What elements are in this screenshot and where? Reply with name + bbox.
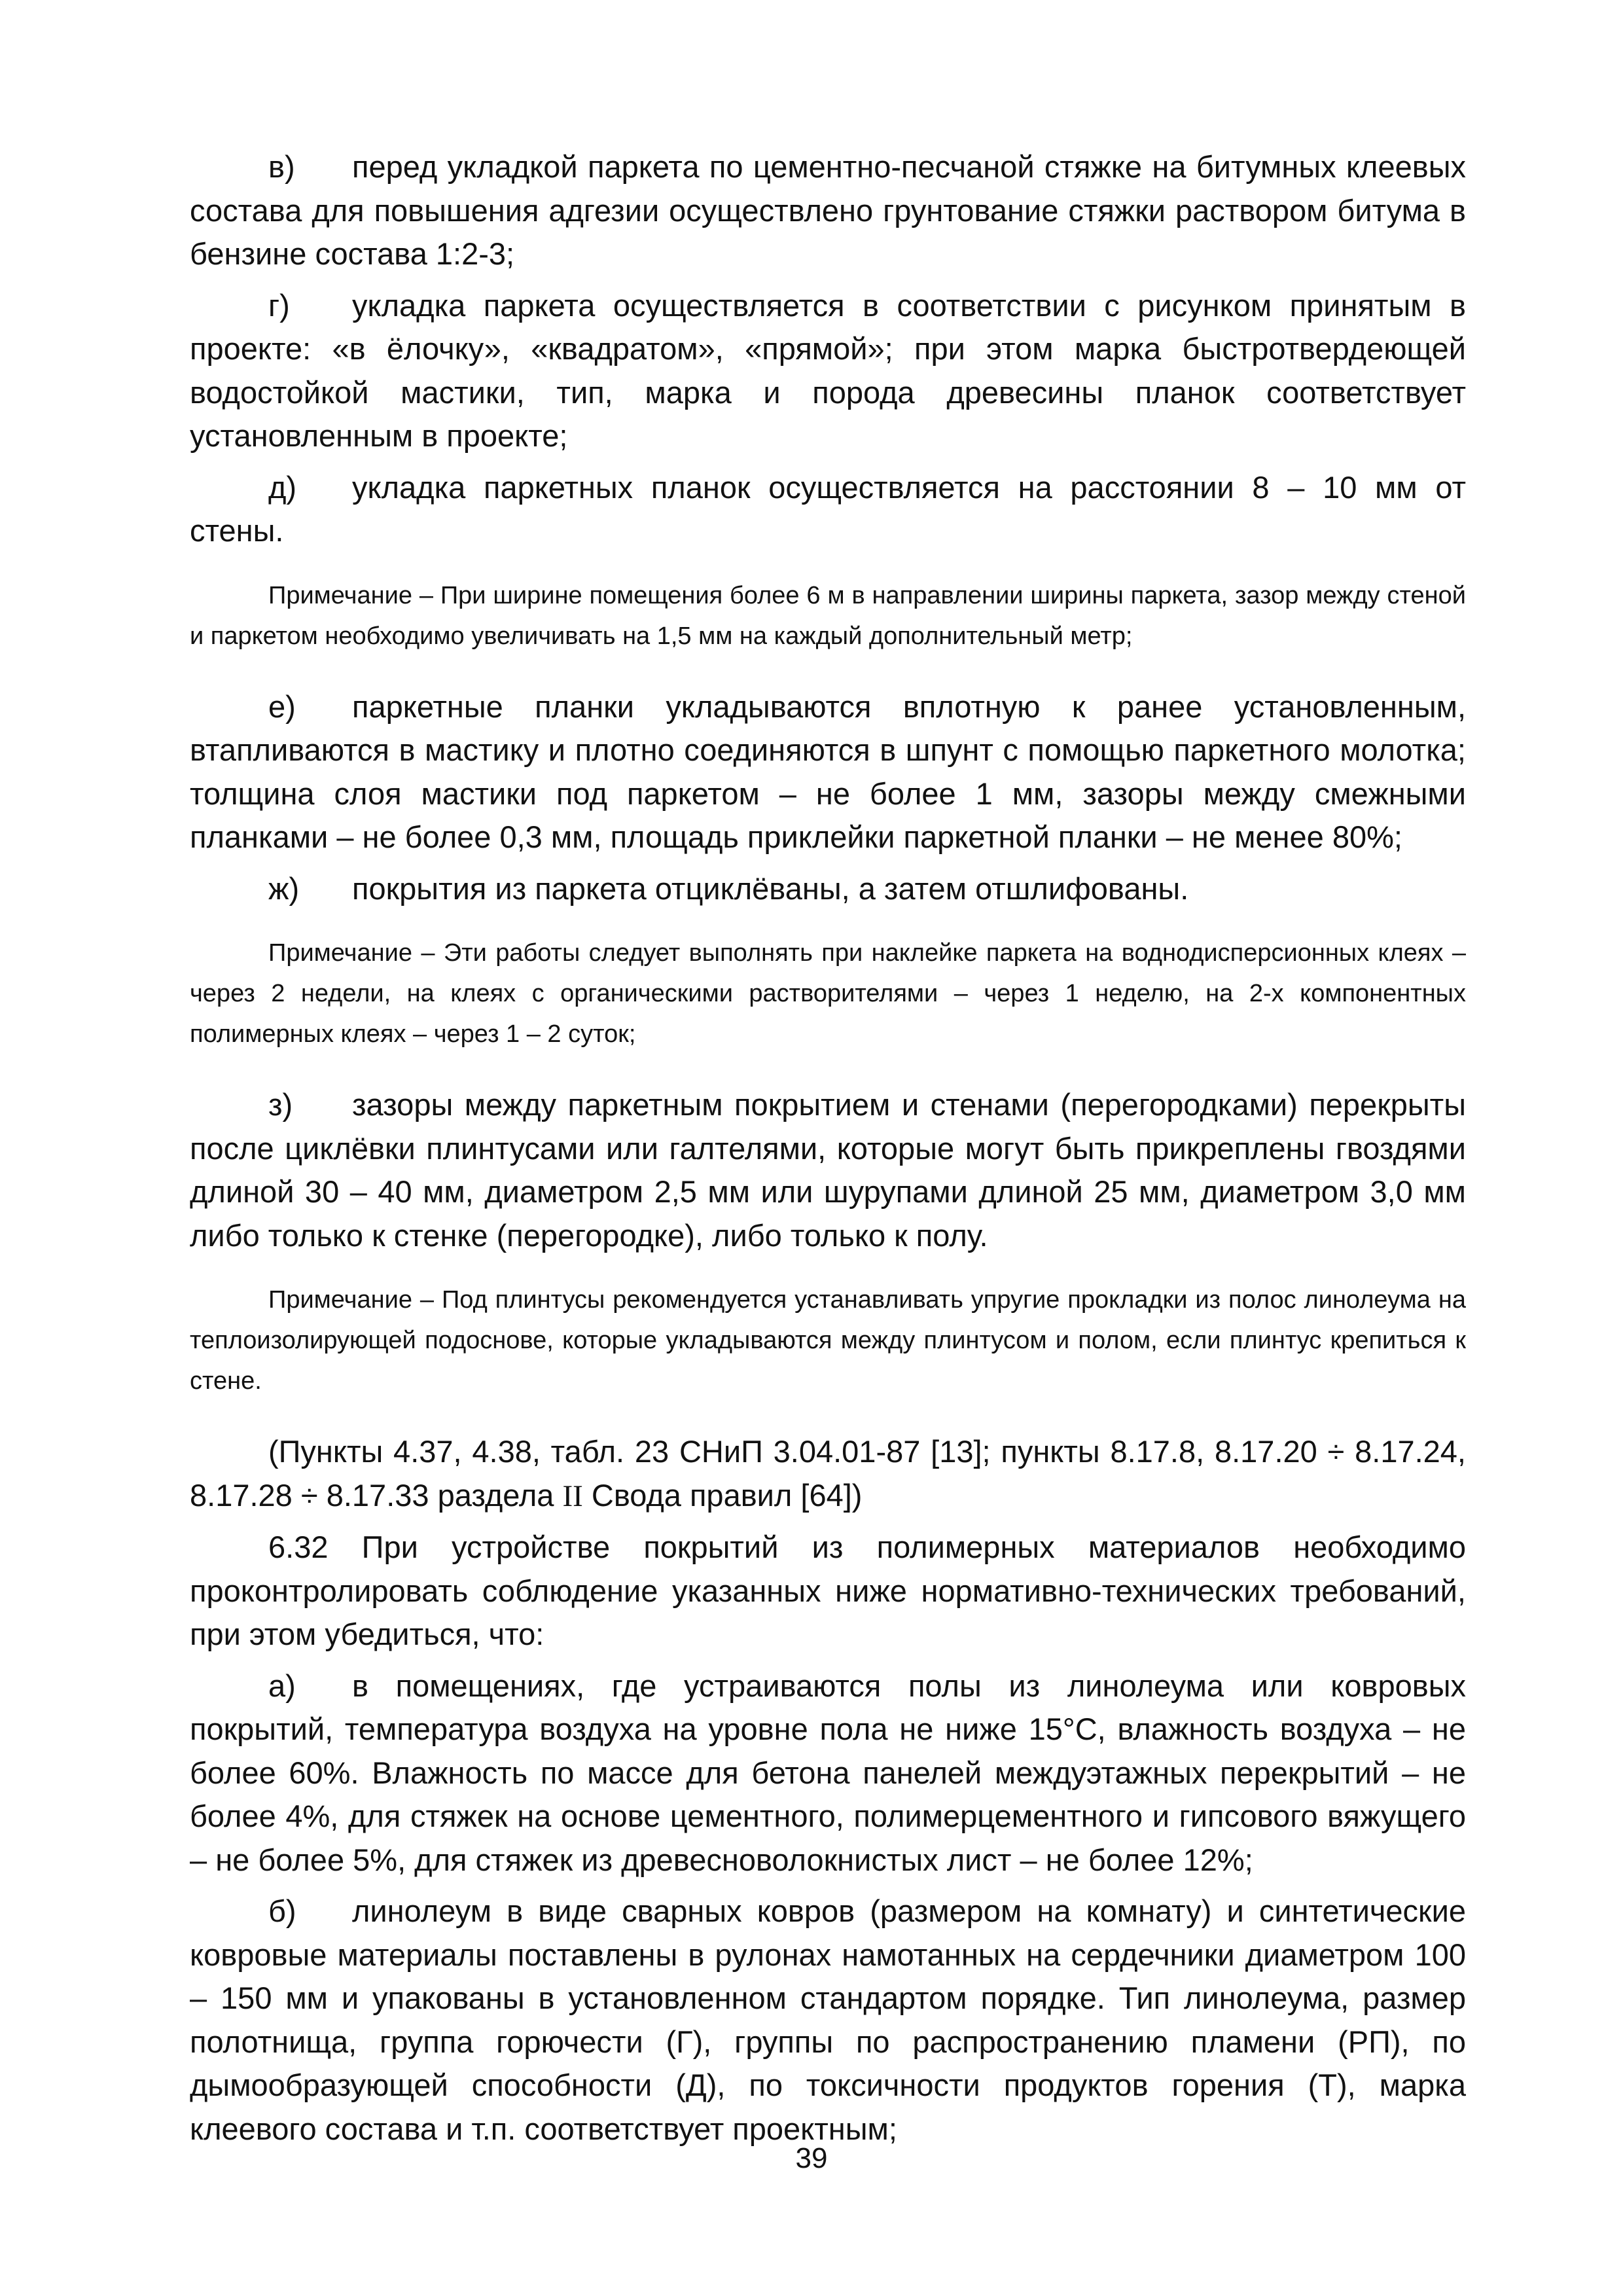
list-item-z <box>190 1083 1466 1257</box>
list-item-text: укладка паркета осуществляется в соответствии с рисунком принятым в проекте: «в ёлочку», «квадратом», «прямой»; при этом марка быстротвердеющей водостойкой мастики, тип, марка и порода древесины планок соответствует установленным в проекте; <box>190 287 1466 453</box>
list-item-text: покрытия из паркета отциклёваны, а затем отшлифованы. <box>352 870 1189 906</box>
references-roman-numeral: II <box>562 1479 583 1513</box>
list-item-d <box>190 466 1466 553</box>
page-number: 39 <box>795 2142 828 2174</box>
list-item-zh <box>190 867 1466 911</box>
note-plinth: Примечание – Под плинтусы рекомендуется устанавливать упругие прокладки из полос линолеума на теплоизолирующей подоснове, которые укладываются между плинтусом и полом, если плинтус крепиться к стене. <box>190 1286 1466 1395</box>
note-gap-width: Примечание – При ширине помещения более 6 м в направлении ширины паркета, зазор между стеной и паркетом необходимо увеличивать на 1,5 мм на каждый дополнительный метр; <box>190 581 1466 650</box>
list-item-text: перед укладкой паркета по цементно-песчаной стяжке на битумных клеевых состава для повышения адгезии осуществлено грунтование стяжки раствором битума в бензине состава 1:2-3; <box>190 149 1466 271</box>
list-item-g <box>190 284 1466 458</box>
list-item-b <box>190 1890 1466 2151</box>
list-marker: ж) <box>268 870 300 906</box>
list-marker: б) <box>268 1893 296 1928</box>
references-tail: Свода правил [64]) <box>582 1477 863 1513</box>
list-marker: е) <box>268 689 296 724</box>
references-paragraph <box>190 1430 1466 1518</box>
list-item-text: линолеум в виде сварных ковров (размером на комнату) и синтетические ковровые материалы поставлены в рулонах намотанных на сердечники диаметром 100 – 150 мм и упакованы в установленном стандартом порядке. Тип линолеума, размер полотнища, группа горючести (Г), группы по распространению пламени (РП), по дымообразующей способности (Д), по токсичности продуктов горения (Т), марка клеевого состава и т.п. соответствует проектным; <box>190 1893 1466 2146</box>
list-marker: г) <box>268 287 290 323</box>
references-text: (Пункты 4.37, 4.38, табл. 23 СНиП 3.04.01-87 [13]; пункты 8.17.8, 8.17.20 ÷ 8.17.24, 8.17.28 ÷ 8.17.33 раздела <box>190 1434 1466 1513</box>
list-marker: а) <box>268 1668 296 1703</box>
list-item-text: паркетные планки укладываются вплотную к ранее установленным, втапливаются в мастику и плотно соединяются в шпунт с помощью паркетного молотка; толщина слоя мастики под паркетом – не более 1 мм, зазоры между смежными планками – не более 0,3 мм, площадь приклейки паркетной планки – не менее 80%; <box>190 689 1466 854</box>
list-marker: в) <box>268 149 295 184</box>
document-page <box>190 145 1466 2159</box>
note-glue-timing: Примечание – Эти работы следует выполнять при наклейке паркета на воднодисперсионных клеях – через 2 недели, на клеях с органическими растворителями – через 1 неделю, на 2-х компонентных полимерных клеях – через 1 – 2 суток; <box>190 939 1466 1048</box>
list-item-text: в помещениях, где устраиваются полы из линолеума или ковровых покрытий, температура воздуха на уровне пола не ниже 15°С, влажность воздуха – не более 60%. Влажность по массе для бетона панелей междуэтажных перекрытий – не более 4%, для стяжек на основе цементного, полимерцементного и гипсового вяжущего – не более 5%, для стяжек из древесноволокнистых лист – не более 12%; <box>190 1668 1466 1877</box>
list-item-v <box>190 145 1466 276</box>
list-item-a <box>190 1664 1466 1882</box>
list-item-e <box>190 685 1466 859</box>
list-marker: д) <box>268 469 297 505</box>
section-6-32: 6.32 При устройстве покрытий из полимерных материалов необходимо проконтролировать соблюдение указанных ниже нормативно-технических требований, при этом убедиться, что: <box>190 1530 1466 1651</box>
list-item-text: укладка паркетных планок осуществляется на расстоянии 8 – 10 мм от стены. <box>190 469 1466 548</box>
list-item-text: зазоры между паркетным покрытием и стенами (перегородками) перекрыты после циклёвки плинтусами или галтелями, которые могут быть прикреплены гвоздями длиной 30 – 40 мм, диаметром 2,5 мм или шурупами длиной 25 мм, диаметром 3,0 мм либо только к стенке (перегородке), либо только к полу. <box>190 1087 1466 1253</box>
list-marker: з) <box>268 1087 293 1122</box>
